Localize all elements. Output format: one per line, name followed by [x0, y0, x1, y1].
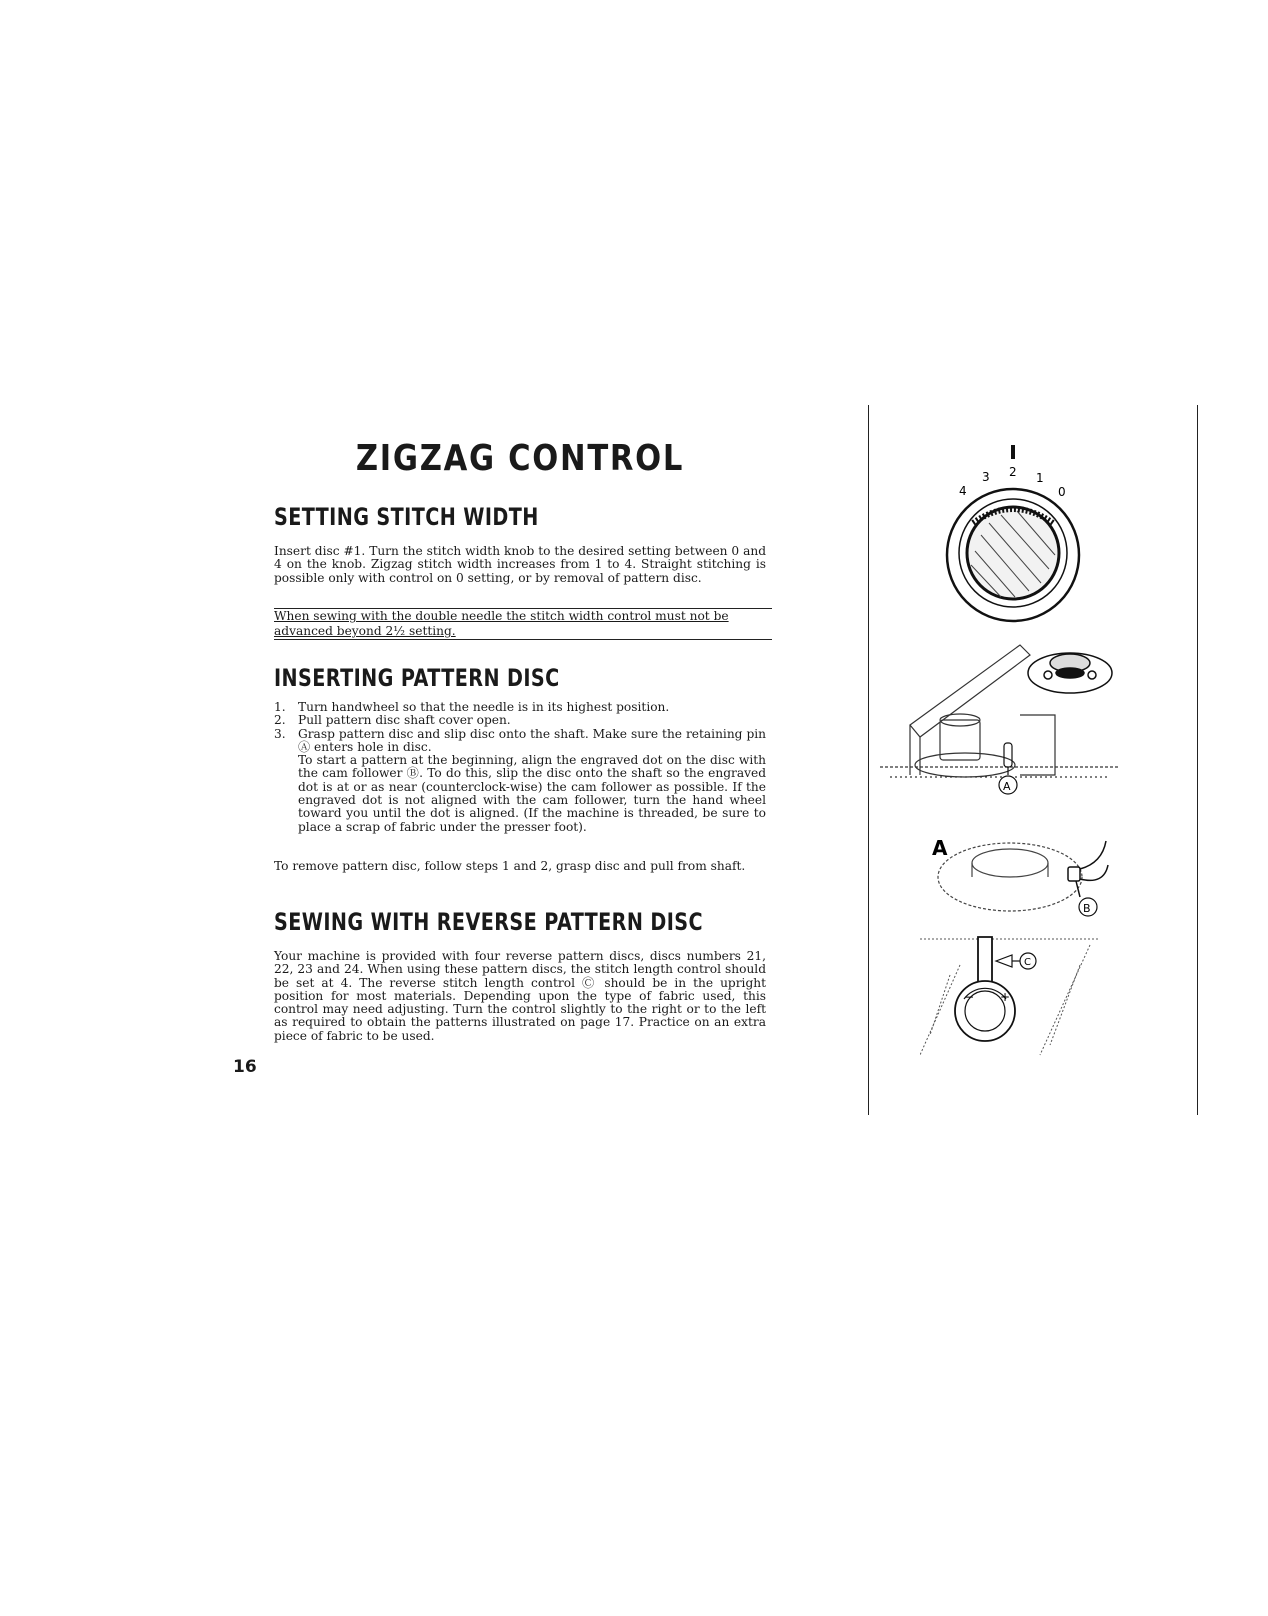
inserting-steps-list: [274, 701, 766, 834]
double-needle-warning: [274, 608, 772, 640]
inserting-pattern-disc-heading: INSERTING PATTERN DISC: [274, 664, 560, 692]
setting-stitch-width-text: Insert disc #1. Turn the stitch width knob to the desired setting between 0 and 4 on the knob. Zigzag stitch width increases from 1 to 4. Straight stitching is possible only with control on 0 setting, or by removal of pattern disc.: [274, 544, 766, 585]
step-number: 2.: [274, 713, 286, 728]
reverse-stitch-control-figure: [920, 925, 1100, 1065]
pattern-disc-shaft-figure: [880, 625, 1150, 825]
remove-disc-text: To remove pattern disc, follow steps 1 and 2, grasp disc and pull from shaft.: [274, 859, 746, 873]
step-extra-text: To start a pattern at the beginning, align the engraved dot on the disc with the cam follower Ⓑ. To do this, slip the disc onto the shaft so the engraved dot is at or as near (counterclock-wise) the cam follower as possible. If the engraved dot is not aligned with the cam follower, turn the hand wheel toward you until the dot is aligned. (If the machine is threaded, be sure to place a scrap of fabric under the presser foot).: [298, 753, 766, 834]
double-needle-warning-text: When sewing with the double needle the stitch width control must not be advanced beyond 2½ setting.: [274, 609, 729, 638]
step-item: [274, 728, 766, 834]
minus-mark: −: [964, 990, 975, 1004]
reverse-pattern-disc-heading: SEWING WITH REVERSE PATTERN DISC: [274, 908, 704, 936]
step-text: Grasp pattern disc and slip disc onto the shaft. Make sure the retaining pin Ⓐ enters hole in disc.: [298, 726, 766, 754]
page-title: ZIGZAG CONTROL: [355, 438, 685, 479]
right-divider-rule: [1197, 405, 1198, 1115]
left-divider-rule: [868, 405, 869, 1115]
label-c-marker: C: [1024, 957, 1031, 968]
step-text: Pull pattern disc shaft cover open.: [298, 713, 511, 728]
knob-scale-2: 2: [1009, 465, 1017, 479]
step-number: 3.: [274, 726, 286, 741]
setting-stitch-width-heading: SETTING STITCH WIDTH: [274, 503, 539, 531]
label-a-handwritten: A: [932, 836, 948, 860]
reverse-pattern-disc-text: Your machine is provided with four reverse pattern discs, discs numbers 21, 22, 23 and 24. When using these pattern discs, the stitch length control should be set at 4. The reverse stitch length control Ⓒ should be in the upright position for most materials. Depending upon the type of fabric used, this control may need adjusting. Turn the control slightly to the right or to the left as required to obtain the patterns illustrated on page 17. Practice on an extra piece of fabric to be used.: [274, 949, 766, 1043]
cam-follower-figure: [930, 825, 1110, 935]
label-a-marker: A: [1003, 780, 1011, 793]
knob-scale-4: 4: [959, 484, 967, 498]
page-number: 16: [233, 1057, 257, 1077]
step-item: [274, 714, 766, 727]
step-item: [274, 701, 766, 714]
stitch-width-knob-figure: [945, 445, 1085, 645]
knob-scale-1: 1: [1036, 471, 1044, 485]
knob-scale-3: 3: [982, 470, 990, 484]
knob-scale-0: 0: [1058, 485, 1066, 499]
label-b-marker: B: [1083, 902, 1091, 915]
step-number: 1.: [274, 700, 286, 714]
plus-mark: +: [1000, 990, 1011, 1004]
step-text: Turn handwheel so that the needle is in its highest position.: [298, 700, 670, 714]
